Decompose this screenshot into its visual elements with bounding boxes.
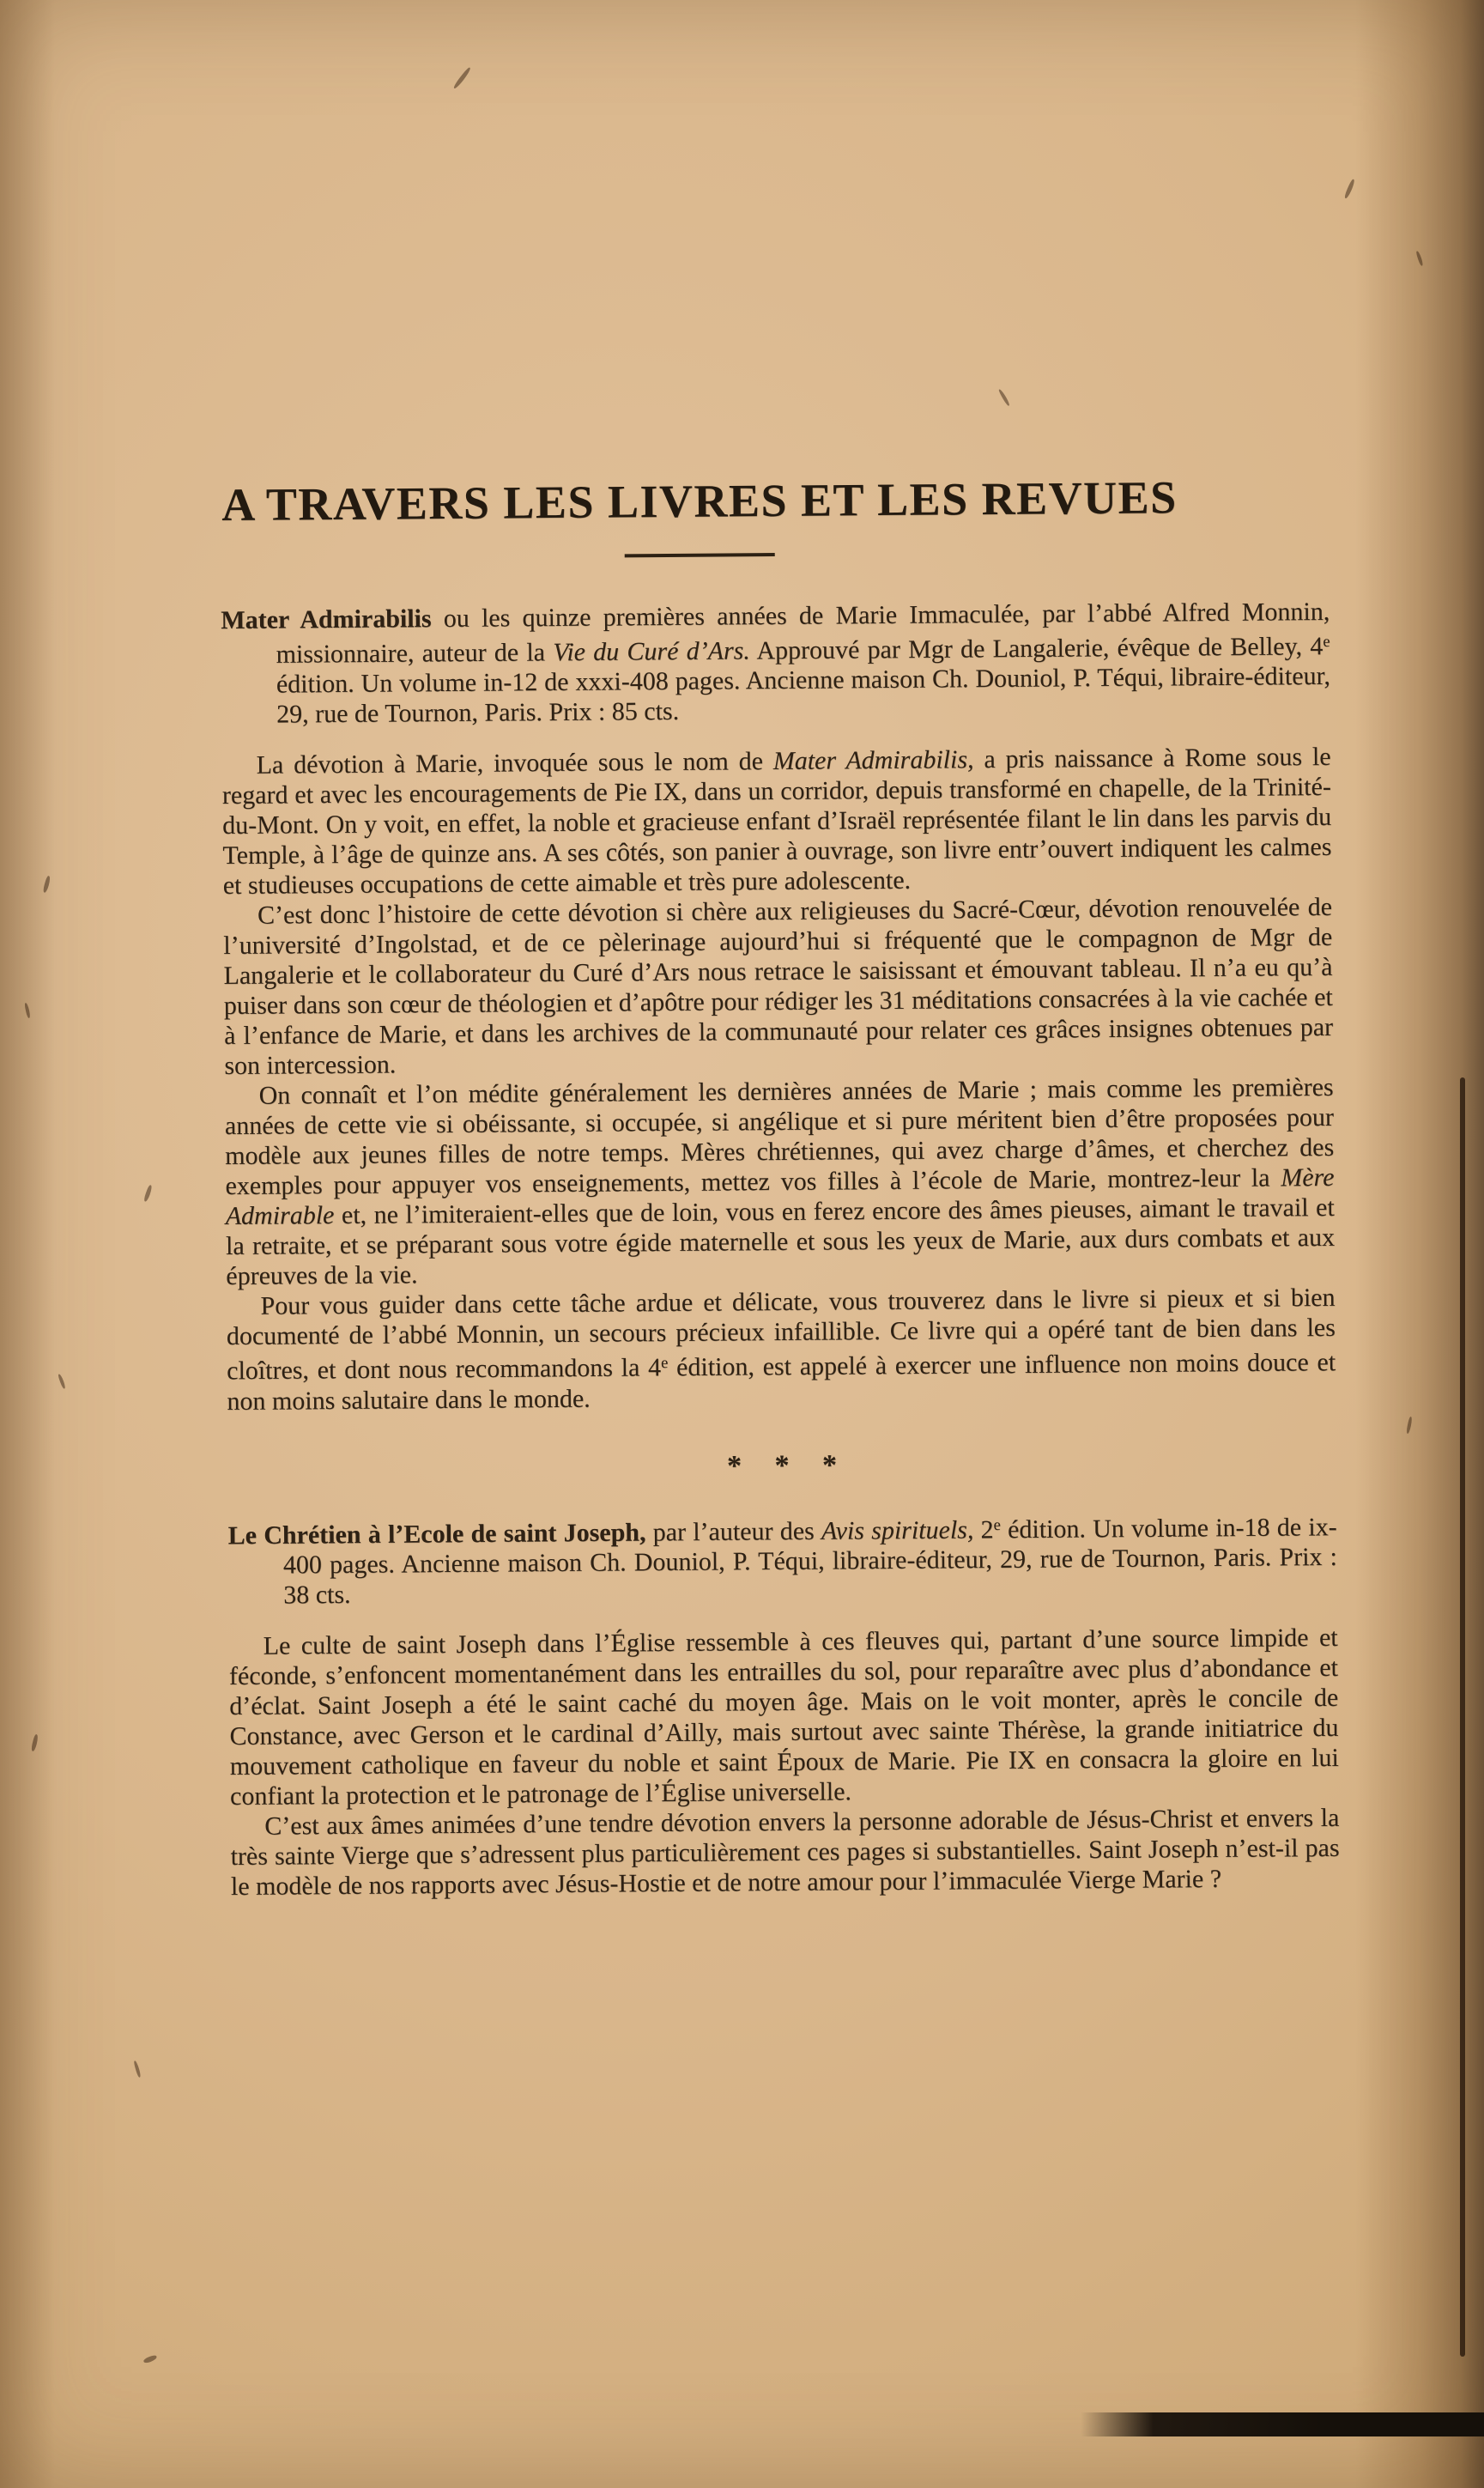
entry-bibliography: Mater Admirabilis ou les quinze premières années de Marie Immaculée, par l’abbé Alfred Monnin, missionnaire, auteur de la Vie du Curé d’Ars. Approuvé par Mgr de Langalerie, évêque de Belley, 4e édition. Un volume in-12 de xxxi-408 pages. Ancienne maison Ch. Douniol, P. Téqui, libraire-éditeur, 29, rue de Tournon, Paris. Prix : 85 cts. <box>221 597 1331 729</box>
paragraph: C’est donc l’histoire de cette dévotion si chère aux religieuses du Sacré-Cœur, dévotion renouvelée de l’université d’Ingolstad, et de ce pèlerinage aujourd’hui si fréquenté que le compagnon de Mgr de Langalerie et le collaborateur du Curé d’Ars nous retrace le saisissant et émouvant tableau. Il n’a eu qu’à puiser dans son cœur de théologien et d’apôtre pour rédiger les 31 méditations consacrées à la vie cachée et à l’enfance de Marie, et dans les archives de la communauté pour relater ces grâces insignes obtenues par son intercession. <box>223 893 1334 1081</box>
entry-bibliography: Le Chrétien à l’Ecole de saint Joseph, par l’auteur des Avis spirituels, 2e édition. Un volume in-18 de ix-400 pages. Ancienne maison Ch. Douniol, P. Téqui, libraire-éditeur, 29, rue de Tournon, Paris. Prix : 38 cts. <box>227 1512 1338 1610</box>
page-content <box>220 470 1340 1902</box>
section-separator: * * * <box>726 1449 838 1483</box>
binding-shadow-line <box>1460 1077 1465 2357</box>
scan-artifact <box>133 2060 141 2078</box>
scan-artifact <box>142 2354 157 2364</box>
page-title: A TRAVERS LES LIVRES ET LES REVUES <box>221 471 1178 531</box>
paragraph: C’est aux âmes animées d’une tendre dévotion envers la personne adorable de Jésus-Christ et envers la très sainte Vierge que s’adressent plus particulièrement ces pages si substantielles. Saint Joseph n’est-il pas le modèle de nos rapports avec Jésus-Hostie et de notre amour pour l’immaculée Vierge Marie ? <box>230 1803 1340 1901</box>
scan-artifact <box>24 1003 31 1018</box>
paragraph: On connaît et l’on médite généralement les dernières années de Marie ; mais comme les premières années de cette vie si obéissante, si occupée, si angélique et si pure méritent bien d’être proposées pour modèle aux jeunes filles de notre temps. Mères chrétiennes, qui avez charge d’âmes, et cherchez des exemples pour appuyer vos enseignements, mettez vos filles à l’école de Marie, montrez-leur la Mère Admirable et, ne l’imiteraient-elles que de loin, vous en ferez encore des âmes pieuses, aimant le travail et la retraite, et se préparant sous votre égide maternelle et sous les yeux de Marie, aux durs combats et aux épreuves de la vie. <box>224 1073 1336 1291</box>
scan-artifact <box>58 1374 66 1389</box>
title-divider <box>625 553 775 557</box>
paragraph: La dévotion à Marie, invoquée sous le nom de Mater Admirabilis, a pris naissance à Rome sous le regard et avec les encouragements de Pie IX, dans un corridor, depuis transformé en chapelle, de la Trinité-du-Mont. On y voit, en effet, la noble et gracieuse enfant d’Israël représentée filant le lin dans les parvis du Temple, à l’âge de quinze ans. A ses côtés, son panier à ouvrage, son livre entr’ouvert indiquent les calmes et studieuses occupations de cette aimable et très pure adolescente. <box>221 743 1332 901</box>
scan-artifact <box>42 876 51 894</box>
review-entry-mater-admirabilis <box>221 597 1336 1417</box>
scan-artifact <box>143 1185 154 1203</box>
review-entry-chretien-ecole-saint-joseph <box>228 1507 1340 1901</box>
scan-artifact <box>452 67 471 90</box>
scan-bottom-black-bar <box>1081 2412 1484 2436</box>
scan-artifact <box>31 1734 39 1752</box>
paragraph: Pour vous guider dans cette tâche ardue et délicate, vous trouverez dans le livre si pieux et si bien documenté de l’abbé Monnin, un secours précieux infaillible. Ce livre qui a opéré tant de bien dans les cloîtres, et dont nous recommandons la 4e édition, est appelé à exercer une influence non moins douce et non moins salutaire dans le monde. <box>226 1283 1336 1416</box>
title-block <box>221 470 1178 561</box>
scan-artifact <box>1343 179 1355 199</box>
scan-artifact <box>1415 251 1423 266</box>
scan-artifact <box>1406 1417 1413 1434</box>
page-left-edge-shading <box>0 0 55 2488</box>
paragraph: Le culte de saint Joseph dans l’Église ressemble à ces fleuves qui, partant d’une source limpide et féconde, s’enfoncent momentanément dans les entrailles du sol, pour reparaître avec plus d’abondance et d’éclat. Saint Joseph a été le saint caché du moyen âge. Mais on le voit monter, après le concile de Constance, avec Gerson et le cardinal d’Ailly, mais surtout avec sainte Thérèse, la grande initiatrice du mouvement catholique en faveur du noble et saint Époux de Marie. Pie IX en consacra la gloire en lui confiant la protection et le patronage de l’Église universelle. <box>228 1623 1339 1811</box>
scan-artifact <box>998 388 1010 406</box>
